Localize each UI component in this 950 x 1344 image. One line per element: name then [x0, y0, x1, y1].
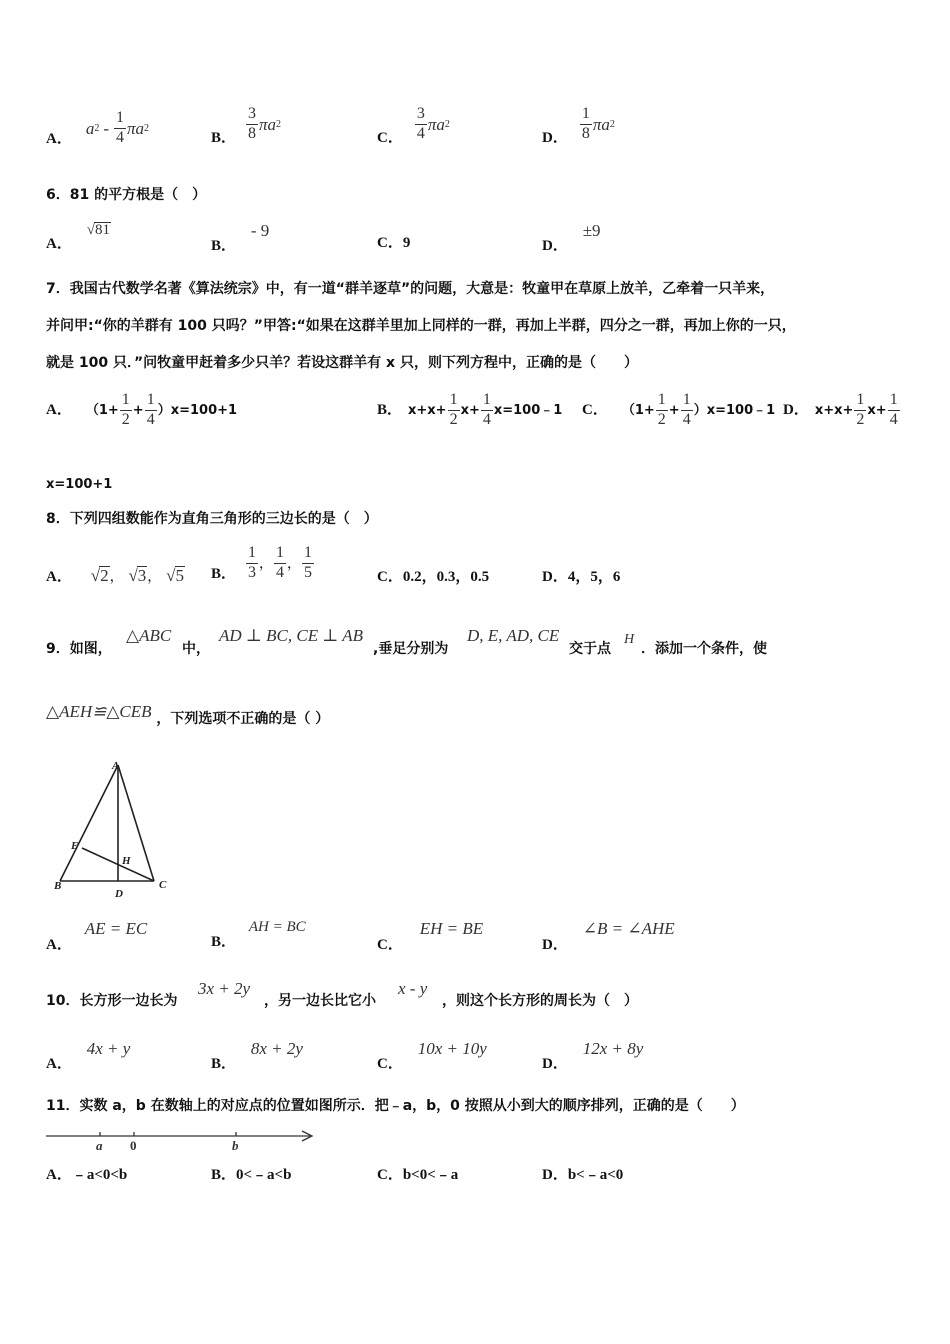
fraction — [656, 392, 668, 429]
option-value: AE = EC — [84, 919, 148, 938]
q7-option-b — [377, 392, 562, 429]
vertex-label-a: A — [112, 760, 120, 772]
fraction — [580, 106, 592, 143]
q9-option-b — [211, 919, 306, 950]
axis-label-zero: 0 — [130, 1138, 137, 1153]
option-value: AH = BC — [248, 919, 306, 935]
q5-option-a — [46, 110, 149, 147]
denominator: 4 — [482, 410, 491, 428]
q10-option-d — [542, 1039, 644, 1072]
q9-option-c — [377, 919, 484, 953]
stem-text: 交于点 — [569, 641, 611, 657]
numerator: 3 — [415, 106, 427, 125]
option-value: 8x + 2y — [250, 1039, 303, 1058]
option-value: ∠B = ∠AHE — [582, 919, 675, 938]
q6-option-d — [542, 221, 601, 254]
point-label-h: H — [122, 855, 131, 867]
expr-text: （1+ — [85, 402, 119, 418]
q8-stem: 8．下列四组数能作为直角三角形的三边长的是（ ） — [46, 511, 378, 527]
q10-option-a — [46, 1039, 131, 1072]
expr-text: x+ — [867, 402, 887, 418]
option-value: 12x + 8y — [582, 1039, 644, 1058]
denominator: 4 — [682, 410, 691, 428]
fraction — [888, 392, 900, 429]
math-expr: △AEH≌△CEB — [46, 702, 152, 721]
q5-option-d — [542, 103, 615, 146]
q7-option-d-continuation: x=100+1 — [46, 477, 113, 492]
option-label: B． — [211, 1056, 237, 1072]
option-value: EH = BE — [419, 919, 484, 938]
option-label: D． — [542, 130, 568, 146]
fraction — [302, 545, 314, 582]
expr-text: x+x+ — [408, 402, 447, 418]
exponent: 2 — [609, 118, 615, 130]
expr-text: + — [668, 402, 680, 418]
expr-text: x+ — [460, 402, 480, 418]
exponent: 2 — [444, 118, 450, 130]
exponent: 2 — [276, 118, 282, 130]
q7-stem-line-2: 并问甲:“你的羊群有 100 只吗？”甲答:“如果在这群羊里加上同样的一群，再加上半群，四分之一群，再加上你的一只， — [46, 318, 796, 334]
math-term: πa — [427, 115, 445, 134]
option-label: B． — [211, 238, 237, 254]
q11-option-c: C．b<0<﹣a — [377, 1167, 459, 1183]
denominator: 4 — [276, 564, 285, 581]
option-label: C． — [582, 401, 608, 418]
q10-option-b — [211, 1039, 303, 1072]
numerator: 1 — [114, 110, 126, 129]
fraction — [120, 392, 132, 429]
sqrt-sign: √ — [90, 566, 101, 585]
math-expr: 3x + 2y — [198, 979, 251, 998]
expr-text: ）x=100﹣1 — [693, 402, 776, 418]
point-label-d: D — [115, 888, 123, 900]
option-label: C． — [377, 937, 403, 953]
option-label: C． — [377, 130, 403, 146]
q5-option-b — [211, 103, 281, 146]
denominator: 3 — [248, 564, 257, 581]
numerator: 1 — [656, 392, 668, 411]
q9-stem-line-2 — [46, 702, 330, 727]
q9-triangle-figure — [46, 757, 186, 902]
q6-option-b — [211, 221, 270, 254]
numerator: 1 — [120, 392, 132, 411]
q6-option-a — [46, 222, 111, 252]
q8-option-d: D．4，5，6 — [542, 569, 621, 585]
option-value: - 9 — [250, 221, 270, 240]
sqrt-sign: √ — [86, 222, 95, 238]
stem-text: ,垂足分别为 — [373, 641, 449, 657]
q9-stem-line-1 — [46, 626, 767, 657]
radicand: 5 — [175, 566, 184, 585]
numerator: 1 — [302, 545, 314, 564]
denominator: 8 — [581, 125, 590, 142]
option-label: D． — [542, 1056, 568, 1072]
separator: ， — [259, 555, 274, 572]
numerator: 1 — [681, 392, 693, 411]
stem-text: 10．长方形一边长为 — [46, 993, 178, 1009]
fraction — [448, 392, 460, 429]
option-label: A． — [46, 569, 72, 585]
vertex-label-c: C — [159, 879, 167, 891]
numerator: 1 — [888, 392, 900, 411]
q7-option-a — [46, 392, 237, 429]
vertex-label-b: B — [54, 880, 62, 892]
exponent: 2 — [144, 122, 150, 134]
numerator: 3 — [246, 106, 258, 125]
math-term: πa — [592, 115, 610, 134]
exponent: 2 — [94, 122, 100, 134]
numerator: 1 — [246, 545, 258, 564]
stem-text: ，下列选项不正确的是（ ） — [156, 711, 330, 727]
denominator: 2 — [449, 410, 458, 428]
fraction — [145, 392, 157, 429]
axis-label-b: b — [232, 1138, 239, 1153]
denominator: 4 — [416, 125, 425, 142]
denominator: 8 — [248, 125, 257, 142]
separator: ， — [287, 555, 302, 572]
side-ab — [60, 765, 118, 881]
option-label: D． — [542, 937, 568, 953]
denominator: 4 — [146, 410, 155, 428]
q6-option-c: C．9 — [377, 235, 411, 251]
option-label: B． — [211, 566, 237, 582]
option-label: D． — [783, 401, 809, 418]
math-expr: AD ⊥ BC, CE ⊥ AB — [219, 626, 364, 645]
q7-option-d — [783, 392, 901, 429]
axis-label-a: a — [96, 1138, 103, 1153]
denominator: 2 — [121, 410, 130, 428]
numerator: 1 — [580, 106, 592, 125]
q11-option-a: A．﹣a<0<b — [46, 1167, 128, 1183]
q7-option-c — [582, 392, 775, 429]
sqrt-sign: √ — [128, 566, 138, 585]
option-label: A． — [46, 131, 72, 147]
numerator: 1 — [274, 545, 286, 564]
separator: ， — [147, 569, 162, 585]
q7-stem-line-1: 7．我国古代数学名著《算法统宗》中，有一道“群羊逐草”的问题，大意是：牧童甲在草原上放羊，乙牵着一只羊来， — [46, 281, 775, 297]
q8-option-a — [46, 566, 185, 585]
option-label: D． — [542, 238, 568, 254]
numerator: 1 — [145, 392, 157, 411]
denominator: 4 — [889, 410, 898, 428]
option-value: 4x + y — [86, 1039, 131, 1058]
q8-option-b — [211, 545, 315, 582]
fraction — [854, 392, 866, 429]
denominator: 2 — [856, 410, 865, 428]
q9-option-d — [542, 919, 675, 953]
q6-stem: 6．81 的平方根是（ ） — [46, 187, 207, 203]
minus-sign: - — [103, 119, 110, 138]
fraction — [415, 106, 427, 143]
q11-option-d: D．b<﹣a<0 — [542, 1167, 624, 1183]
fraction — [481, 392, 493, 429]
option-label: C． — [377, 1056, 403, 1072]
q5-option-c — [377, 103, 450, 146]
expr-text: ）x=100+1 — [157, 402, 238, 418]
q7-stem-line-3: 就是 100 只．”问牧童甲赶着多少只羊？若设这群羊有 x 只，则下列方程中，正确的是（ ） — [46, 355, 638, 371]
option-label: A． — [46, 1056, 72, 1072]
math-term: πa — [127, 119, 145, 138]
q11-stem: 11．实数 a，b 在数轴上的对应点的位置如图所示．把﹣a，b，0 按照从小到大的顺序排列，正确的是（ ） — [46, 1098, 745, 1114]
math-term: πa — [259, 115, 277, 134]
radicand: 2 — [100, 566, 109, 585]
fraction — [114, 110, 126, 147]
math-expr: H — [624, 632, 635, 647]
math-expr: D, E, AD, CE — [467, 626, 560, 645]
q8-option-c: C．0.2，0.3，0.5 — [377, 569, 490, 585]
option-value: 10x + 10y — [417, 1039, 487, 1058]
radicand: 3 — [137, 566, 147, 585]
stem-text: 9．如图， — [46, 641, 112, 657]
stem-text: ．添加一个条件，使 — [641, 641, 767, 657]
q11-number-line — [44, 1124, 318, 1154]
separator: ， — [109, 569, 124, 585]
math-term: a — [85, 119, 95, 138]
math-expr: △ABC — [126, 626, 172, 645]
expr-text: （1+ — [621, 402, 655, 418]
q9-option-a — [46, 919, 148, 953]
stem-text: ，则这个长方形的周长为（ ） — [442, 993, 638, 1009]
sqrt-sign: √ — [166, 566, 176, 585]
stem-text: 中， — [182, 641, 210, 657]
numerator: 1 — [854, 392, 866, 411]
q10-stem — [46, 979, 638, 1010]
denominator: 4 — [116, 129, 125, 146]
math-expr: x - y — [398, 979, 428, 998]
expr-text: x+x+ — [814, 402, 854, 418]
vertex-label-e: E — [71, 840, 79, 852]
option-label: B． — [211, 130, 237, 146]
fraction — [274, 545, 286, 582]
fraction — [246, 545, 258, 582]
stem-text: ，另一边长比它小 — [264, 993, 376, 1009]
denominator: 5 — [304, 564, 313, 581]
fraction — [246, 106, 258, 143]
option-label: A． — [46, 236, 72, 252]
q10-option-c — [377, 1039, 487, 1072]
q11-option-b: B．0<﹣a<b — [211, 1167, 292, 1183]
expr-text: + — [132, 402, 144, 418]
numerator: 1 — [448, 392, 460, 411]
option-label: B． — [377, 401, 403, 418]
numerator: 1 — [481, 392, 493, 411]
option-label: B． — [211, 934, 237, 950]
denominator: 2 — [657, 410, 666, 428]
radicand: 81 — [94, 222, 110, 238]
fraction — [681, 392, 693, 429]
option-label: A． — [46, 401, 72, 418]
option-label: A． — [46, 937, 72, 953]
expr-text: x=100﹣1 — [493, 402, 563, 418]
option-value: ±9 — [582, 221, 601, 240]
